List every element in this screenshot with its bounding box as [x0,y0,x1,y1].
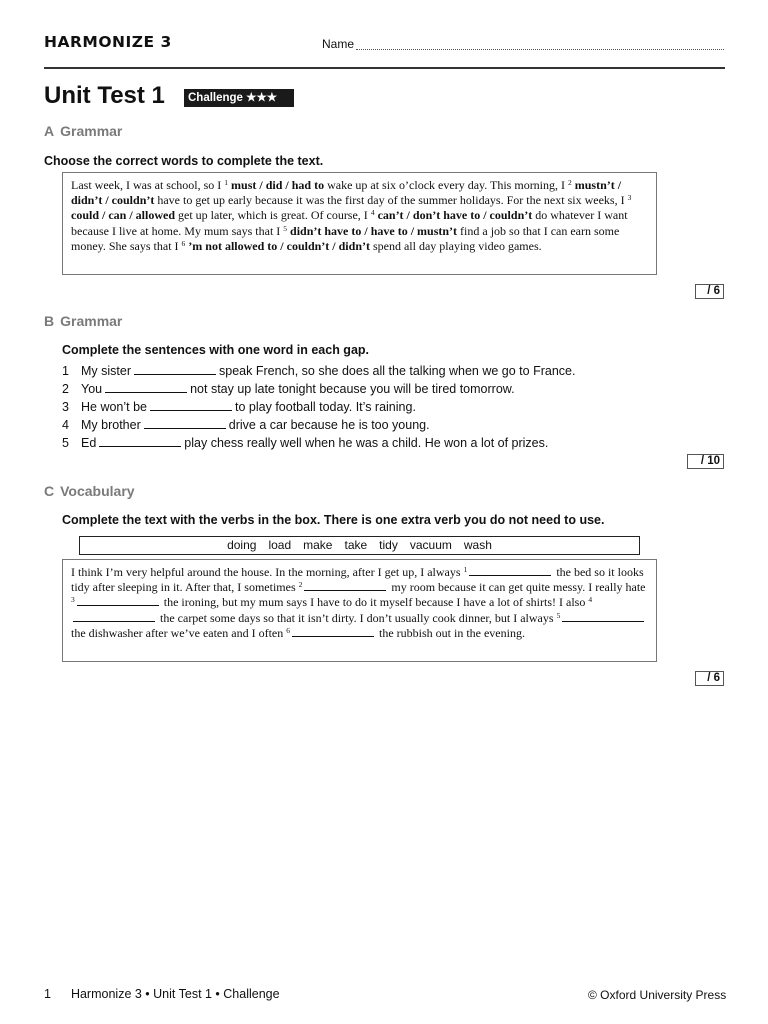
section-name: Vocabulary [60,483,135,499]
name-field[interactable] [356,49,724,50]
answer-gap[interactable] [99,436,181,447]
choice-3[interactable]: could / can / allowed [71,208,176,223]
answer-gap[interactable] [562,612,644,622]
word-option: load [268,538,292,552]
section-a-heading [44,123,122,139]
answer-gap[interactable] [304,581,386,591]
section-letter: C [44,483,55,499]
section-name: Grammar [60,123,123,139]
footer-left [44,987,280,1001]
choice-6[interactable]: ’m not allowed to / couldn’t / didn’t [188,238,370,253]
section-name: Grammar [60,313,123,329]
choice-4[interactable]: can’t / don’t have to / couldn’t [377,208,533,223]
section-a-instruction: Choose the correct words to complete the text. [44,154,324,168]
word-option: take [344,538,368,552]
section-b-instruction: Complete the sentences with one word in each gap. [62,343,370,357]
word-option: doing [227,538,257,552]
word-option: tidy [379,538,398,552]
section-c-score[interactable]: / 6 [695,671,724,686]
page-title: Unit Test 1 [44,82,165,109]
answer-gap[interactable] [469,566,551,576]
word-option: vacuum [409,538,452,552]
header-divider [44,67,725,69]
answer-gap[interactable] [292,627,374,637]
list-item: 4 My brother drive a car because he is too young. [62,418,430,432]
answer-gap[interactable] [73,612,155,622]
section-c-text-box: I think I’m very helpful around the house. In the morning, after I get up, I always $^1$ the bed so it looks tidy after sleeping in it. After that, I sometimes $^2$ my room because it can get quite messy. I really hate $^3$ the ironing, but my mum says I have to do it myself because I have a lot of shirts! I also $^4$ the carpet some days so that it isn’t dirty. I don’t usually cook dinner, but I always $^5$ the dishwasher after we’ve eaten and I often $^6$ the rubbish out in the evening. [62,559,657,662]
answer-gap[interactable] [144,418,226,429]
answer-gap[interactable] [105,382,187,393]
list-item: 3 He won’t be to play football today. It’s raining. [62,400,416,414]
section-a-score[interactable]: / 6 [695,284,724,299]
word-option: wash [463,538,492,552]
word-box [79,536,640,555]
name-label: Name [322,37,355,51]
choice-5[interactable]: didn’t have to / have to / mustn’t [290,223,458,238]
word-option: make [303,538,333,552]
section-c-instruction: Complete the text with the verbs in the box. There is one extra verb you do not need to use. [62,513,605,527]
section-letter: A [44,123,55,139]
section-a-text-box: Last week, I was at school, so I $^1$ must / did / had to wake up at six o’clock every day. This morning, I $^2$ mustn’t / didn’t / couldn’t have to get up early because it was the first day of the summer holidays. For the next six weeks, I $^3$ could / can / allowed get up later, which is great. Of course, I $^4$ can’t / don’t have to / couldn’t do whatever I want because I live at home. My mum says that I $^5$ didn’t have to / have to / mustn’t find a job so that I can earn some money. She says that I $^6$ ’m not allowed to / couldn’t / didn’t spend all day playing video games. [62,172,657,275]
answer-gap[interactable] [150,400,232,411]
answer-gap[interactable] [77,596,159,606]
copyright: © Oxford University Press [588,988,727,1002]
logo: HARMONIZE 3 [44,33,172,51]
section-c-heading [44,483,135,499]
list-item: 5 Ed play chess really well when he was a child. He won a lot of prizes. [62,436,549,450]
choice-2[interactable]: mustn’t / didn’t / couldn’t [71,178,622,208]
list-item: 1 My sister speak French, so she does all the talking when we go to France. [62,364,576,378]
answer-gap[interactable] [134,364,216,375]
challenge-badge: Challenge ★★★ [184,89,294,107]
page-number: 1 [44,987,51,1001]
list-item: 2 You not stay up late tonight because you will be tired tomorrow. [62,382,515,396]
section-b-heading [44,313,122,329]
choice-1[interactable]: must / did / had to [231,178,325,192]
footer-title: Harmonize 3 • Unit Test 1 • Challenge [70,987,280,1001]
section-b-score[interactable]: / 10 [687,454,724,469]
section-letter: B [44,313,55,329]
